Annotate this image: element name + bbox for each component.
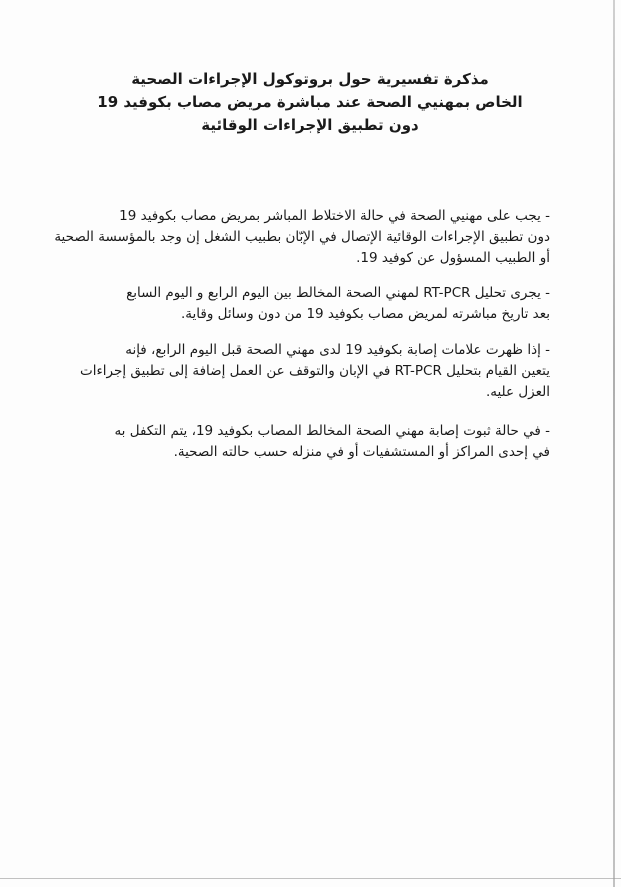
scan-edge-right	[613, 0, 615, 887]
paragraph-line: دون تطبيق الإجراءات الوقائية الإتصال في الإبّان بطبيب الشغل إن وجد بالمؤسسة الصحية	[54, 229, 550, 245]
paragraph-rt-pcr-test	[40, 283, 550, 325]
title-line-1: مذكرة تفسيرية حول بروتوكول الإجراءات الصحية	[131, 70, 489, 88]
paragraph-contact-occupational-doctor	[40, 206, 550, 269]
paragraph-line: - يجرى تحليل RT-PCR لمهني الصحة المخالط بين اليوم الرابع و اليوم السابع	[126, 285, 550, 301]
paragraph-line: العزل عليه.	[485, 384, 550, 400]
paragraph-line: في إحدى المراكز أو المستشفيات أو في منزله حسب حالته الصحية.	[173, 444, 550, 460]
paragraph-line: - إذا ظهرت علامات إصابة بكوفيد 19 لدى مهني الصحة قبل اليوم الرابع، فإنه	[125, 342, 550, 358]
paragraph-line: أو الطبيب المسؤول عن كوفيد 19.	[356, 250, 550, 266]
document-title	[60, 68, 560, 137]
scan-edge-bottom	[0, 878, 621, 879]
title-line-3: دون تطبيق الإجراءات الوقائية	[201, 116, 419, 134]
paragraph-line: يتعين القيام بتحليل RT-PCR في الإبان والتوقف عن العمل إضافة إلى تطبيق إجراءات	[80, 363, 550, 379]
paragraph-line: - يجب على مهنيي الصحة في حالة الاختلاط المباشر بمريض مصاب بكوفيد 19	[119, 208, 550, 224]
paragraph-line: بعد تاريخ مباشرته لمريض مصاب بكوفيد 19 من دون وسائل وقاية.	[181, 306, 550, 322]
paragraph-early-symptoms	[40, 340, 550, 403]
paragraph-line: - في حالة ثبوت إصابة مهني الصحة المخالط المصاب بكوفيد 19، يتم التكفل به	[114, 423, 550, 439]
paragraph-confirmed-infection	[40, 421, 550, 463]
title-line-2: الخاص بمهنيي الصحة عند مباشرة مريض مصاب بكوفيد 19	[97, 93, 523, 111]
